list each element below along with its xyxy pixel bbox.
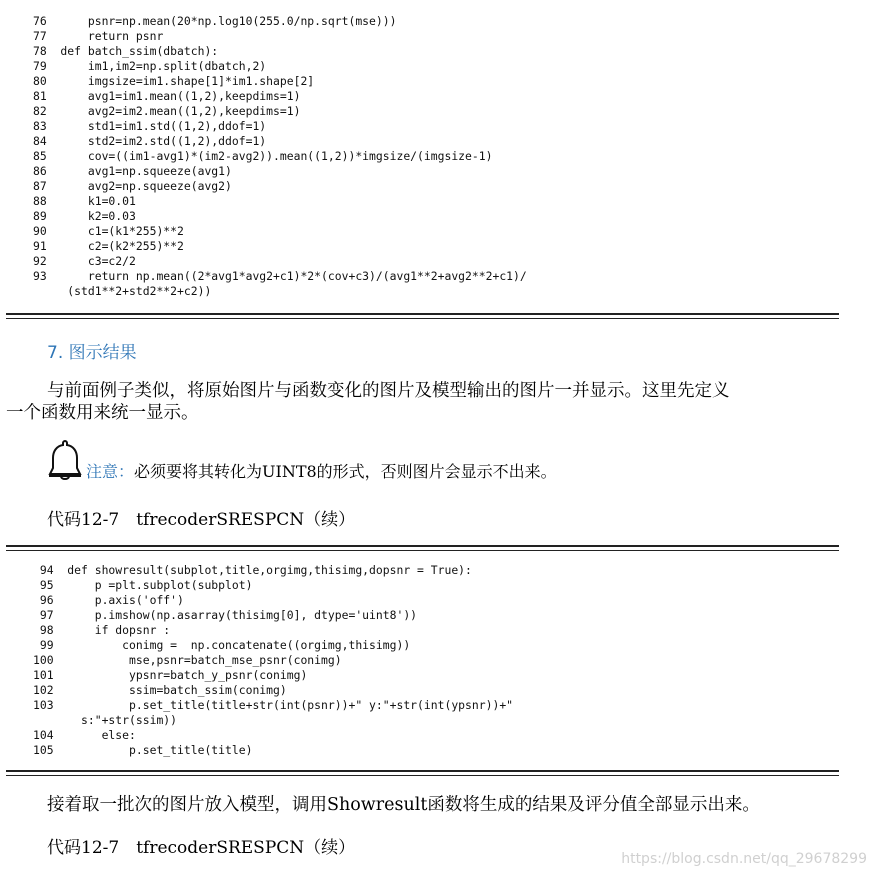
code-line: 86 avg1=np.squeeze(avg1) — [33, 164, 232, 178]
code-block-top-rule — [6, 545, 839, 551]
code-line: 81 avg1=im1.mean((1,2),keepdims=1) — [33, 89, 301, 103]
code-line: 84 std2=im2.std((1,2),ddof=1) — [33, 134, 267, 148]
note-callout — [46, 438, 557, 482]
bell-icon — [46, 438, 84, 482]
code-line: 83 std1=im1.std((1,2),ddof=1) — [33, 119, 267, 133]
code-line: 92 c3=c2/2 — [33, 254, 136, 268]
code-line: 96 p.axis('off') — [33, 593, 184, 607]
code-block-bottom-rule — [6, 313, 839, 319]
code-line: 95 p =plt.subplot(subplot) — [33, 578, 253, 592]
code-line: s:"+str(ssim)) — [33, 713, 178, 727]
body-paragraph-2: 接着取一批次的图片放入模型，调用Showresult函数将生成的结果及评分值全部显示出来。 — [47, 795, 760, 815]
code-line: 103 p.set_title(title+str(int(psnr))+" y:"+str(int(ypsnr))+" — [33, 698, 514, 712]
code-line: 88 k1=0.01 — [33, 194, 136, 208]
code-line: 105 p.set_title(title) — [33, 743, 253, 757]
code-line: 100 mse,psnr=batch_mse_psnr(conimg) — [33, 653, 342, 667]
code-line: (std1**2+std2**2+c2)) — [33, 284, 212, 298]
code-line: 102 ssim=batch_ssim(conimg) — [33, 683, 287, 697]
note-text: 必须要将其转化为UINT8的形式，否则图片会显示不出来。 — [134, 462, 557, 481]
code-caption-1: 代码12-7 tfrecoderSRESPCN（续） — [47, 510, 356, 530]
code-line: 87 avg2=np.squeeze(avg2) — [33, 179, 232, 193]
section-heading: 7. 图示结果 — [47, 343, 137, 363]
code-line: 85 cov=((im1-avg1)*(im2-avg2)).mean((1,2))*imgsize/(imgsize-1) — [33, 149, 493, 163]
code-caption-2: 代码12-7 tfrecoderSRESPCN（续） — [47, 838, 356, 858]
code-line: 98 if dopsnr : — [33, 623, 171, 637]
code-line: 89 k2=0.03 — [33, 209, 136, 223]
note-label: 注意： — [86, 462, 135, 481]
code-line: 101 ypsnr=batch_y_psnr(conimg) — [33, 668, 308, 682]
code-block-bottom-rule-2 — [6, 770, 839, 776]
code-line: 76 psnr=np.mean(20*np.log10(255.0/np.sqrt(mse))) — [33, 14, 397, 28]
code-line: 104 else: — [33, 728, 136, 742]
intro-paragraph-line1: 与前面例子类似，将原始图片与函数变化的图片及模型输出的图片一并显示。这里先定义 — [47, 381, 730, 401]
code-line: 77 return psnr — [33, 29, 164, 43]
code-line: 97 p.imshow(np.asarray(thisimg[0], dtype='uint8')) — [33, 608, 418, 622]
intro-paragraph-line2: 一个函数用来统一显示。 — [6, 403, 199, 423]
code-line: 78 def batch_ssim(dbatch): — [33, 44, 219, 58]
code-block-batch-ssim — [0, 14, 877, 299]
code-line: 94 def showresult(subplot,title,orgimg,thisimg,dopsnr = True): — [33, 563, 472, 577]
code-block-showresult — [0, 563, 877, 758]
code-line: 90 c1=(k1*255)**2 — [33, 224, 184, 238]
watermark: https://blog.csdn.net/qq_29678299 — [621, 851, 867, 867]
code-line: 82 avg2=im2.mean((1,2),keepdims=1) — [33, 104, 301, 118]
code-line: 93 return np.mean((2*avg1*avg2+c1)*2*(cov+c3)/(avg1**2+avg2**2+c1)/ — [33, 269, 527, 283]
code-line: 80 imgsize=im1.shape[1]*im1.shape[2] — [33, 74, 315, 88]
code-line: 79 im1,im2=np.split(dbatch,2) — [33, 59, 267, 73]
code-line: 91 c2=(k2*255)**2 — [33, 239, 184, 253]
code-line: 99 conimg = np.concatenate((orgimg,thisimg)) — [33, 638, 411, 652]
